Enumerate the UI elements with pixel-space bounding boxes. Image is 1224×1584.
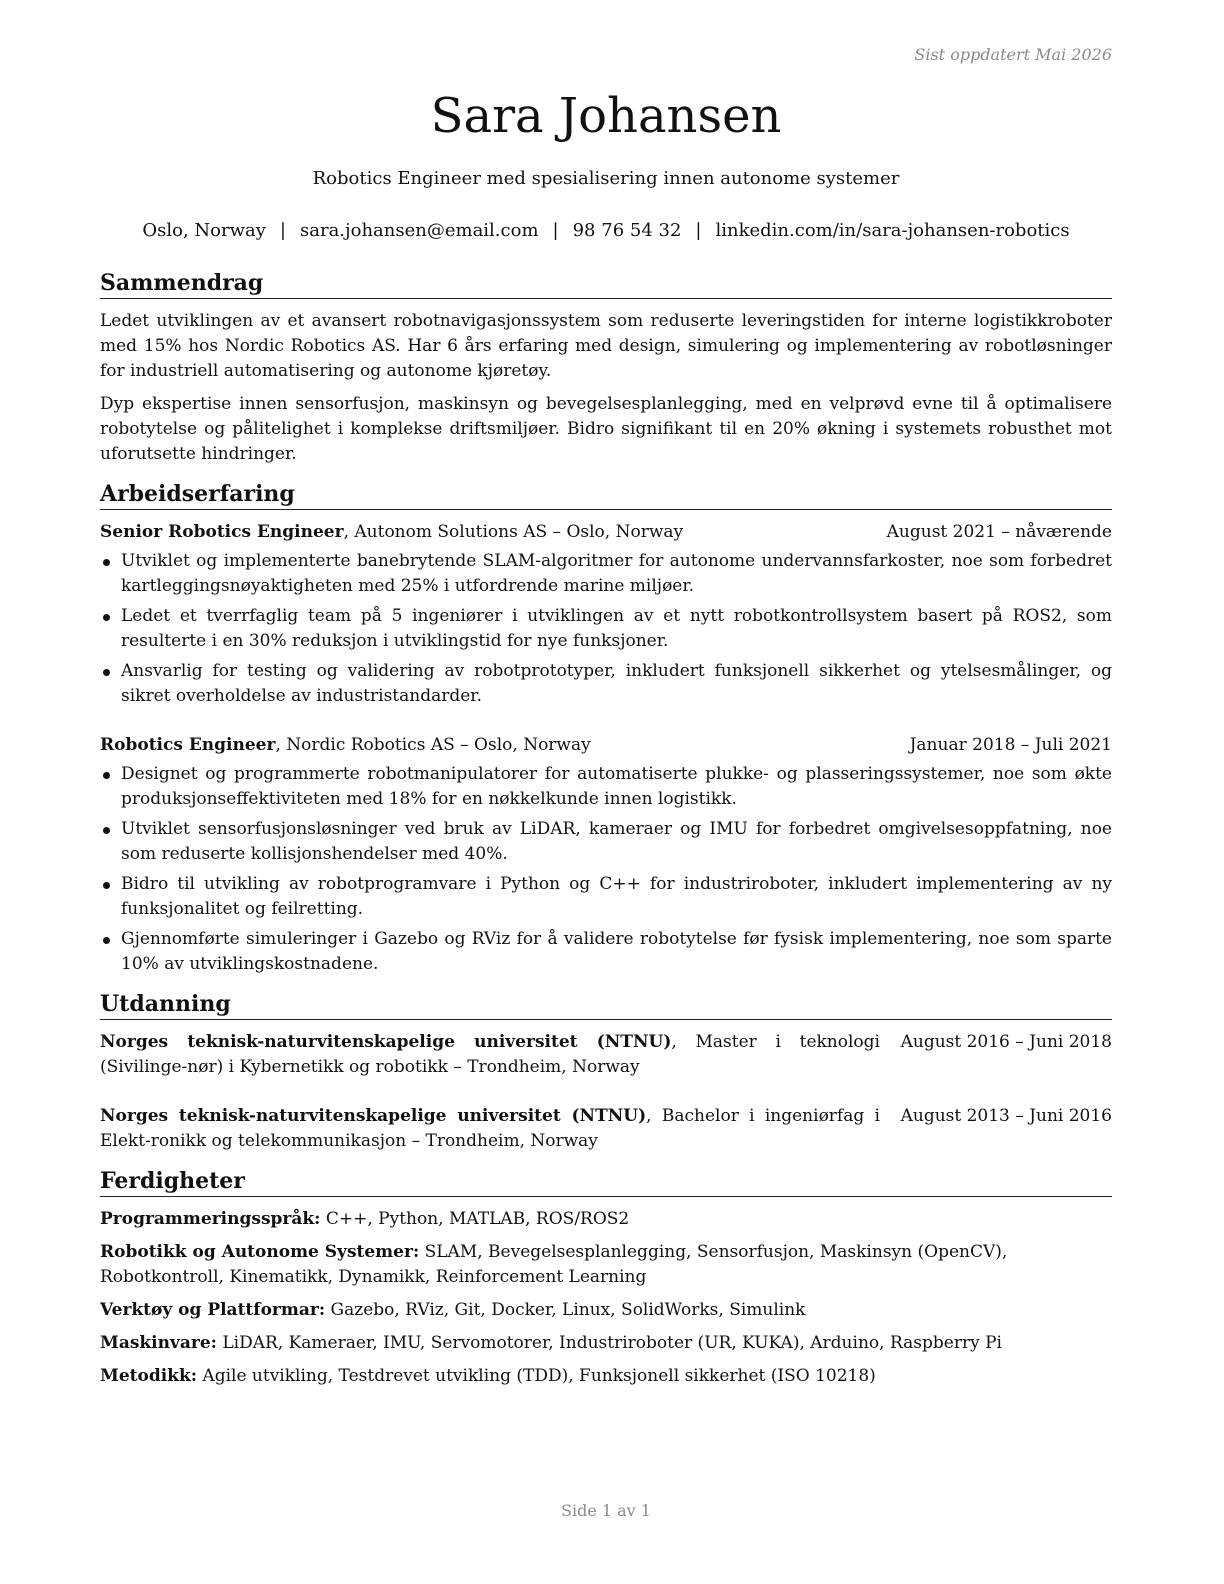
job-bullets: [100, 549, 1112, 709]
skill-row: [100, 1240, 1112, 1290]
education-header: [100, 1104, 1112, 1154]
bullet-item: [100, 817, 1112, 867]
skill-row: [100, 1364, 1112, 1389]
contact-separator: |: [279, 220, 286, 241]
summary-paragraph: Dyp ekspertise innen sensorfusjon, maskinsyn og bevegelsesplanlegging, med en velprøvd evne til å optimalisere robotytelse og pålitelighet i komplekse driftsmiljøer. Bidro signifikant til en 20% økning i systemets robusthet mot uforutsette hindringer.: [100, 394, 1112, 464]
contact-linkedin[interactable]: linkedin.com/in/sara-johansen-robotics: [715, 220, 1070, 241]
page-number: Side 1 av 1: [561, 1501, 651, 1520]
skill-label: Programmeringsspråk:: [100, 1209, 321, 1229]
job-title-line: [100, 733, 910, 758]
education-school: Norges teknisk-naturvitenskapelige universitet (NTNU): [100, 1032, 672, 1052]
education-entry: [100, 1104, 1112, 1154]
contact-location: Oslo, Norway: [142, 220, 266, 241]
job-bullets: [100, 762, 1112, 977]
skill-row: [100, 1331, 1112, 1356]
skill-row: [100, 1207, 1112, 1232]
contact-phone: 98 76 54 32: [572, 220, 682, 241]
resume-page: [100, 0, 1112, 1584]
bullet-item: [100, 762, 1112, 812]
bullet-text: Gjennomførte simuleringer i Gazebo og RViz for å validere robotytelse før fysisk implementering, noe som sparte 10% av utviklingskostnadene.: [121, 929, 1112, 974]
bullet-icon: [103, 669, 110, 676]
bullet-text: Utviklet sensorfusjonsløsninger ved bruk av LiDAR, kameraer og IMU for forbedret omgivelsesoppfatning, noe som reduserte kollisjonshendelser med 40%.: [121, 819, 1112, 864]
job-role: Senior Robotics Engineer: [100, 522, 344, 542]
resume-content: [100, 268, 1112, 1401]
job-header: [100, 520, 1112, 545]
contact-separator: |: [552, 220, 559, 241]
bullet-item: [100, 927, 1112, 977]
headline: Robotics Engineer med spesialisering innen autonome systemer: [312, 168, 900, 189]
skill-value: Agile utvikling, Testdrevet utvikling (TDD), Funksjonell sikkerhet (ISO 10218): [197, 1366, 876, 1386]
bullet-text: Utviklet og implementerte banebrytende SLAM-algoritmer for autonome undervannsfarkoster, noe som forbedret kartleggingsnøyaktigheten med 25% i utfordrende marine miljøer.: [121, 551, 1112, 596]
contact-email[interactable]: sara.johansen@email.com: [300, 220, 539, 241]
summary-section: [100, 268, 1112, 467]
bullet-icon: [103, 614, 110, 621]
bullet-text: Ledet et tverrfaglig team på 5 ingeniører i utviklingen av et nytt robotkontrollsystem basert på ROS2, som resulterte i en 30% reduksjon i utviklingstid for nye funksjoner.: [121, 606, 1112, 651]
skill-label: Verktøy og Plattformar:: [100, 1300, 326, 1320]
bullet-icon: [103, 772, 110, 779]
section-title-education: Utdanning: [100, 989, 1112, 1020]
job-dates: Januar 2018 – Juli 2021: [909, 735, 1112, 755]
skill-value: LiDAR, Kameraer, IMU, Servomotorer, Industriroboter (UR, KUKA), Arduino, Raspberry Pi: [216, 1333, 1002, 1353]
job-entry: [100, 733, 1112, 977]
bullet-item: [100, 604, 1112, 654]
education-degree: , Bachelor i ingeniørfag i Elekt-ronikk og telekommunikasjon – Trondheim, Norway: [100, 1106, 880, 1151]
education-dates: August 2013 – Juni 2016: [900, 1106, 1112, 1126]
skill-value: C++, Python, MATLAB, ROS/ROS2: [320, 1209, 630, 1229]
contact-separator: |: [695, 220, 702, 241]
education-degree: , Master i teknologi (Sivilinge-nør) i Kybernetikk og robotikk – Trondheim, Norway: [100, 1032, 880, 1077]
education-title-line: [100, 1030, 896, 1080]
section-title-experience: Arbeidserfaring: [100, 479, 1112, 510]
education-dates: August 2016 – Juni 2018: [900, 1032, 1112, 1052]
last-updated: Sist oppdatert Mai 2026: [914, 45, 1112, 64]
experience-section: [100, 479, 1112, 977]
job-title-line: [100, 520, 887, 545]
education-title-line: [100, 1104, 896, 1154]
skill-label: Maskinvare:: [100, 1333, 217, 1353]
bullet-item: [100, 659, 1112, 709]
summary-paragraph: Ledet utviklingen av et avansert robotnavigasjonssystem som reduserte leveringstiden for interne logistikkroboter med 15% hos Nordic Robotics AS. Har 6 års erfaring med design, simulering og implementering av robotløsninger for industriell automatisering og autonome kjøretøy.: [100, 311, 1112, 381]
section-title-summary: Sammendrag: [100, 268, 1112, 299]
section-title-skills: Ferdigheter: [100, 1166, 1112, 1197]
skill-value: Gazebo, RViz, Git, Docker, Linux, SolidWorks, Simulink: [325, 1300, 806, 1320]
bullet-text: Designet og programmerte robotmanipulatorer for automatiserte plukke- og plasseringssystemer, noe som økte produksjonseffektiviteten med 18% for en nøkkelkunde innen logistikk.: [121, 764, 1112, 809]
bullet-text: Bidro til utvikling av robotprogramvare i Python og C++ for industriroboter, inkludert implementering av ny funksjonalitet og feilretting.: [121, 874, 1112, 919]
bullet-icon: [103, 559, 110, 566]
skills-section: [100, 1166, 1112, 1389]
skill-value: SLAM, Bevegelsesplanlegging, Sensorfusjon, Maskinsyn (OpenCV), Robotkontroll, Kinematikk, Dynamikk, Reinforcement Learning: [100, 1242, 1008, 1287]
candidate-name: Sara Johansen: [430, 88, 782, 144]
contact-line: [100, 218, 1112, 244]
education-school: Norges teknisk-naturvitenskapelige universitet (NTNU): [100, 1106, 647, 1126]
job-role: Robotics Engineer: [100, 735, 276, 755]
job-dates: August 2021 – nåværende: [886, 522, 1112, 542]
education-header: [100, 1030, 1112, 1080]
job-company: , Nordic Robotics AS – Oslo, Norway: [275, 735, 591, 755]
bullet-icon: [103, 827, 110, 834]
education-section: [100, 989, 1112, 1154]
job-company: , Autonom Solutions AS – Oslo, Norway: [343, 522, 684, 542]
skill-label: Metodikk:: [100, 1366, 198, 1386]
bullet-icon: [103, 882, 110, 889]
bullet-item: [100, 872, 1112, 922]
bullet-icon: [103, 937, 110, 944]
skill-label: Robotikk og Autonome Systemer:: [100, 1242, 420, 1262]
skill-row: [100, 1298, 1112, 1323]
job-header: [100, 733, 1112, 758]
job-entry: [100, 520, 1112, 709]
bullet-item: [100, 549, 1112, 599]
education-entry: [100, 1030, 1112, 1080]
bullet-text: Ansvarlig for testing og validering av robotprototyper, inkludert funksjonell sikkerhet og ytelsesmålinger, og sikret overholdelse av industristandarder.: [121, 661, 1112, 706]
